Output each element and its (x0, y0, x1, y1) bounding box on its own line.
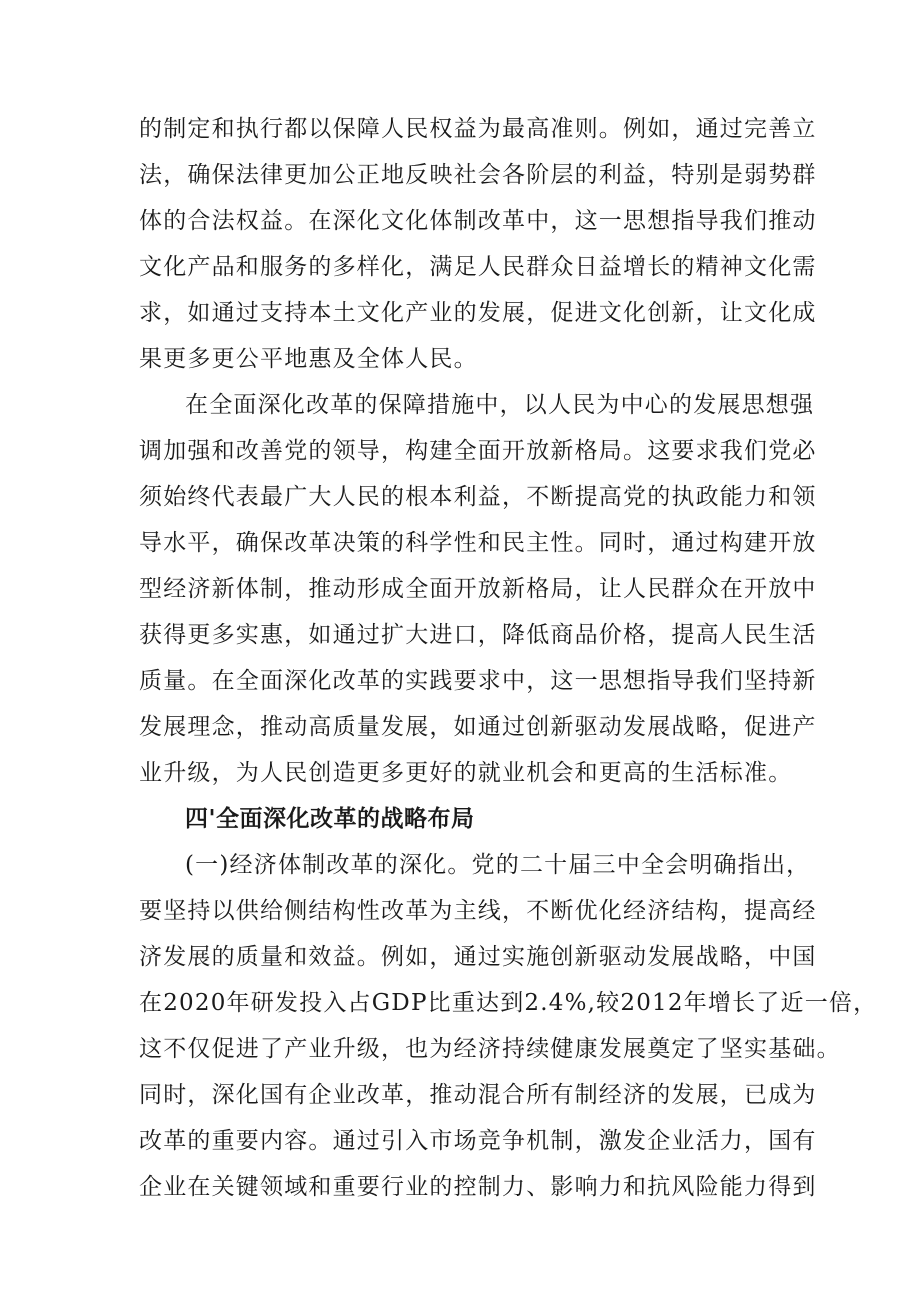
text-line: 在全面深化改革的保障措施中，以人民为中心的发展思想强 (185, 392, 815, 418)
text-line: 获得更多实惠，如通过扩大进口，降低商品价格，提高人民生活 (139, 622, 817, 648)
paragraph-2 (139, 382, 817, 796)
text-line: 业升级，为人民创造更多更好的就业机会和更高的生活标准。 (139, 760, 793, 786)
text-line: 调加强和改善党的领导，构建全面开放新格局。这要求我们党必 (139, 438, 817, 464)
text-line: 法，确保法律更加公正地反映社会各阶层的利益，特别是弱势群 (139, 162, 817, 188)
text-line: 改革的重要内容。通过引入市场竞争机制，激发企业活力，国有 (139, 1128, 817, 1154)
paragraph-3 (139, 842, 878, 1210)
text-line: 质量。在全面深化改革的实践要求中，这一思想指导我们坚持新 (139, 668, 817, 694)
text-line: 在2020年研发投入占GDP比重达到2.4%,较2012年增长了近一倍， (139, 990, 878, 1016)
text-line: 发展理念，推动高质量发展，如通过创新驱动发展战略，促进产 (139, 714, 817, 740)
document-body (139, 106, 878, 1210)
text-line: 要坚持以供给侧结构性改革为主线，不断优化经济结构，提高经 (139, 898, 817, 924)
text-line: 须始终代表最广大人民的根本利益，不断提高党的执政能力和领 (139, 484, 817, 510)
text-line: 的制定和执行都以保障人民权益为最高准则。例如，通过完善立 (139, 116, 817, 142)
section-heading: 四'全面深化改革的战略布局 (185, 806, 475, 832)
text-line: 型经济新体制，推动形成全面开放新格局，让人民群众在开放中 (139, 576, 817, 602)
text-line: 文化产品和服务的多样化，满足人民群众日益增长的精神文化需 (139, 254, 817, 280)
text-line: 企业在关键领域和重要行业的控制力、影响力和抗风险能力得到 (139, 1174, 817, 1200)
text-line: 同时，深化国有企业改革，推动混合所有制经济的发展，已成为 (139, 1082, 817, 1108)
text-line: 这不仅促进了产业升级，也为经济持续健康发展奠定了坚实基础。 (139, 1036, 841, 1062)
paragraph-1 (139, 106, 817, 382)
text-line: 济发展的质量和效益。例如，通过实施创新驱动发展战略，中国 (139, 944, 817, 970)
text-line: 求，如通过支持本土文化产业的发展，促进文化创新，让文化成 (139, 300, 817, 326)
text-line: 导水平，确保改革决策的科学性和民主性。同时，通过构建开放 (139, 530, 817, 556)
text-line: (一)经济体制改革的深化。党的二十届三中全会明确指出， (185, 852, 811, 878)
text-line: 果更多更公平地惠及全体人民。 (139, 346, 478, 372)
text-line: 体的合法权益。在深化文化体制改革中，这一思想指导我们推动 (139, 208, 817, 234)
